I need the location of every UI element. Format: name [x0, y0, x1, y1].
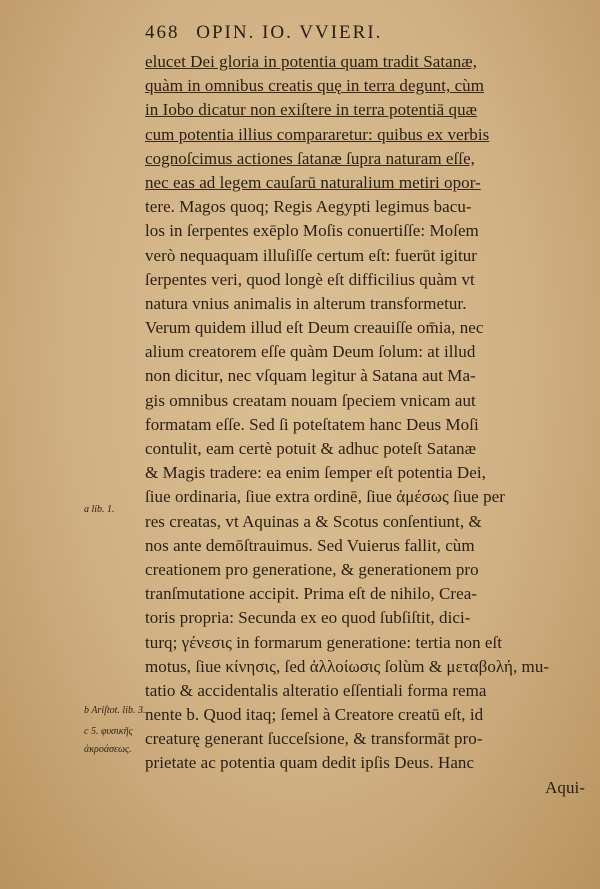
running-title: OPIN. IO. VVIERI.: [196, 22, 383, 43]
margin-note-b: b Ariſtot. lib. 3.: [84, 705, 146, 716]
text-line: res creatas, vt Aquinas a & Scotus conſentiunt, &: [145, 511, 482, 531]
text-line: gis omnibus creatam nouam ſpeciem vnicam aut: [145, 390, 476, 410]
text-line: cum potentia illius compararetur: quibus ex verbis: [145, 124, 490, 144]
text-line: non dicitur, nec vſquam legitur à Satana aut Ma-: [145, 366, 476, 386]
margin-note-c: c 5. φυσικῆς: [84, 726, 133, 737]
text-line: turq; γένεσις in formarum generatione: tertia non eſt: [145, 632, 503, 652]
text-line: in Iobo dicatur non exiſtere in terra potentiā quæ: [145, 100, 478, 120]
text-line: verò nequaquam illuſiſſe certum eſt: fuerūt igitur: [145, 245, 478, 265]
text-line: & Magis tradere: ea enim ſemper eſt potentia Dei,: [145, 463, 486, 483]
margin-note-a: a lib. 1.: [84, 504, 115, 515]
text-line: elucet Dei gloria in potentia quam tradit Satanæ,: [145, 52, 477, 71]
text-line: formatam eſſe. Sed ſi poteſtatem hanc Deus Moſi: [145, 414, 479, 434]
catchword: Aqui-: [545, 777, 585, 797]
text-line: motus, ſiue κίνησις, ſed ἀλλοίωσις ſolùm & μεταβολή, mu-: [145, 656, 550, 676]
text-line: prietate ac potentia quam dedit ipſis Deus. Hanc: [145, 753, 475, 773]
page-number: 468: [145, 22, 180, 43]
text-line: nente b. Quod itaq; ſemel à Creatore creatū eſt, id: [145, 705, 484, 725]
margin-note-d: ἀκροάσεως.: [84, 744, 132, 755]
text-line: toris propria: Secunda ex eo quod ſubſiſtit, dici-: [145, 608, 471, 628]
text-line: tere. Magos quoq; Regis Aegypti legimus bacu-: [145, 197, 472, 217]
text-line: nec eas ad legem cauſarū naturalium metiri opor-: [145, 172, 481, 192]
text-line: alium creatorem eſſe quàm Deum ſolum: at illud: [145, 342, 476, 362]
text-line: ſiue ordinaria, ſiue extra ordinē, ſiue ἀμέσως ſiue per: [145, 487, 505, 507]
text-line: ſerpentes veri, quod longè eſt difficilius quàm vt: [145, 269, 475, 289]
text-line: quàm in omnibus creatis quę in terra degunt, cùm: [145, 76, 485, 96]
text-line: los in ſerpentes exēplo Moſis conuertiſſe: Moſem: [145, 221, 479, 241]
text-line: cognoſcimus actiones ſatanæ ſupra naturam eſſe,: [145, 148, 475, 168]
text-line: creaturę generant ſucceſsione, & transformāt pro-: [145, 729, 483, 749]
page-header: [145, 22, 565, 44]
text-line: Verum quidem illud eſt Deum creauiſſe om̄ia, nec: [145, 318, 484, 338]
text-line: creationem pro generatione, & generationem pro: [145, 559, 479, 579]
text-line: tranſmutatione accipit. Prima eſt de nihilo, Crea-: [145, 584, 478, 604]
text-block: [145, 50, 585, 800]
text-line: natura vnius animalis in alterum transformetur.: [145, 293, 467, 313]
text-line: tatio & accidentalis alteratio eſſentiali forma rema: [145, 680, 487, 700]
text-line: contulit, eam certè potuit & adhuc poteſt Satanæ: [145, 439, 476, 458]
text-line: nos ante demōſtrauimus. Sed Vuierus fallit, cùm: [145, 535, 475, 555]
